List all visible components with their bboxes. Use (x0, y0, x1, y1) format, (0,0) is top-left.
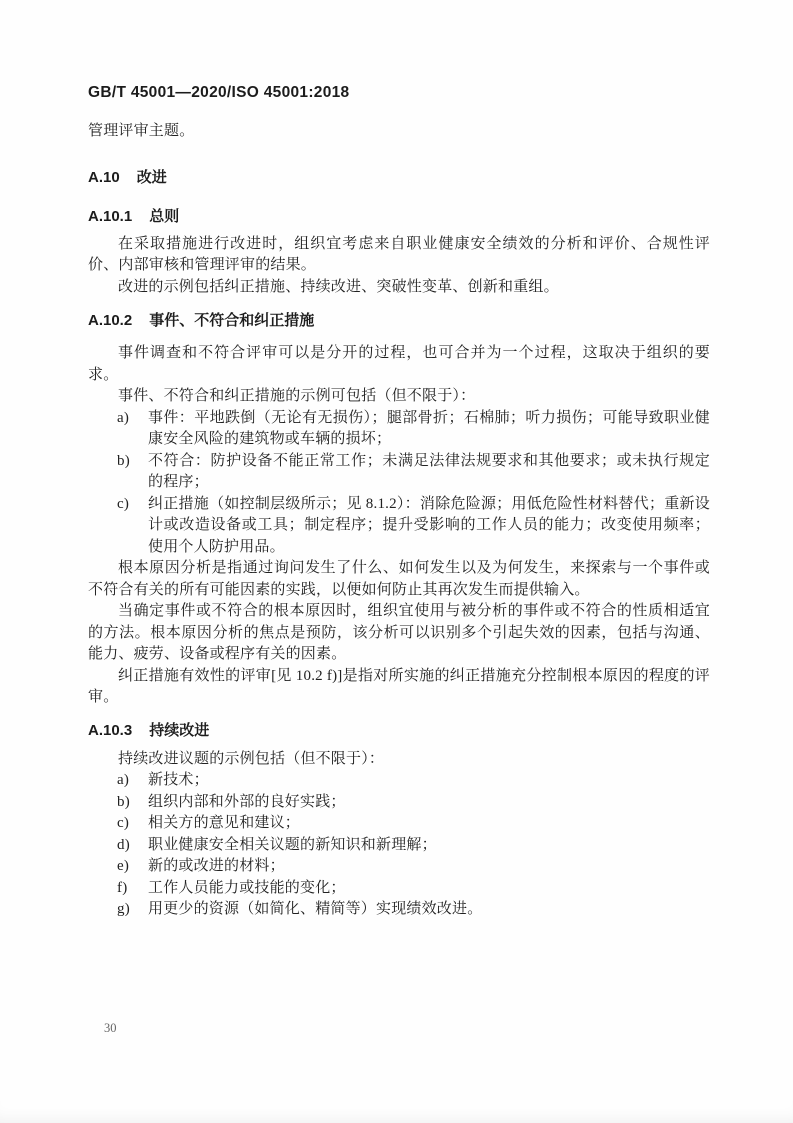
list-item-text: 纠正措施（如控制层级所示；见 8.1.2）：消除危险源；用低危险性材料替代；重新设计或改造设备或工具；制定程序；提升受影响的工作人员的能力；改变使用频率；使用个人防护用品。 (148, 495, 710, 555)
page-content (88, 84, 710, 921)
continual-improvement-list (88, 770, 710, 921)
section-title: 持续改进 (149, 721, 210, 739)
list-item-marker: c) (117, 815, 130, 831)
list-item (88, 792, 710, 814)
list-item-text: 新的或改进的材料； (148, 858, 285, 874)
continuation-paragraph: 管理评审主题。 (88, 123, 195, 139)
list-item (88, 856, 710, 878)
list-item-marker: e) (117, 858, 130, 874)
list-item-marker: b) (117, 793, 130, 810)
list-item-marker: f) (117, 879, 128, 896)
list-item-marker: a) (117, 772, 130, 788)
list-item (88, 770, 710, 792)
page-number: 30 (104, 1021, 117, 1035)
list-item (88, 813, 710, 835)
list-item-marker: d) (117, 836, 130, 853)
list-item (88, 408, 710, 451)
list-item-marker: b) (117, 452, 130, 469)
example-list (88, 408, 710, 559)
section-number: A.10.2 (88, 312, 133, 329)
document-header: GB/T 45001—2020/ISO 45001:2018 (88, 84, 350, 101)
section-title: 事件、不符合和纠正措施 (149, 312, 315, 329)
paragraph: 持续改进议题的示例包括（但不限于）： (118, 750, 385, 767)
list-item-text: 组织内部和外部的良好实践； (148, 793, 346, 810)
paragraph: 根本原因分析是指通过询问发生了什么、如何发生以及为何发生，来探索与一个事件或不符合有关的所有可能因素的实践，以便如何防止其再次发生而提供输入。 (88, 560, 710, 598)
section-heading-a10-2 (88, 309, 710, 330)
list-item-marker: a) (117, 409, 130, 426)
list-item-text: 相关方的意见和建议； (148, 815, 301, 831)
paragraph: 在采取措施进行改进时，组织宜考虑来自职业健康安全绩效的分析和评价、合规性评价、内部审核和管理评审的结果。 (88, 235, 710, 273)
list-item-marker: c) (117, 495, 130, 512)
list-item (88, 835, 710, 857)
section-heading-a10-3 (88, 719, 710, 740)
section-heading-a10-1 (88, 205, 710, 226)
list-item (88, 899, 710, 921)
paragraph: 事件调查和不符合评审可以是分开的过程，也可合并为一个过程，这取决于组织的要求。 (88, 345, 710, 383)
list-item-text: 不符合：防护设备不能正常工作；未满足法律法规要求和其他要求；或未执行规定的程序； (148, 452, 710, 490)
section-number: A.10.3 (88, 721, 133, 739)
list-item (88, 494, 710, 559)
paragraph: 事件、不符合和纠正措施的示例可包括（但不限于）： (118, 388, 476, 404)
section-heading-a10 (88, 166, 710, 187)
section-title: 总则 (149, 207, 180, 225)
section-number: A.10.1 (88, 207, 133, 225)
paragraph: 当确定事件或不符合的根本原因时，组织宜使用与被分析的事件或不符合的性质相适宜的方法。根本原因分析的焦点是预防，该分析可以识别多个引起失效的因素，包括与沟通、能力、疲劳、设备或程序有关的因素。 (88, 603, 710, 662)
list-item (88, 451, 710, 494)
list-item-text: 用更少的资源（如简化、精简等）实现绩效改进。 (148, 901, 483, 917)
section-number: A.10 (88, 168, 120, 186)
list-item-text: 事件：平地跌倒（无论有无损伤）；腿部骨折；石棉肺；听力损伤；可能导致职业健康安全风险的建筑物或车辆的损坏； (148, 409, 710, 447)
list-item-text: 职业健康安全相关议题的新知识和新理解； (148, 836, 437, 853)
list-item-text: 工作人员能力或技能的变化； (148, 879, 346, 896)
section-title: 改进 (136, 168, 167, 186)
list-item (88, 878, 710, 900)
paragraph: 纠正措施有效性的评审[见 10.2 f)]是指对所实施的纠正措施充分控制根本原因的程度的评审。 (88, 667, 710, 705)
list-item-marker: g) (117, 901, 130, 917)
paragraph: 改进的示例包括纠正措施、持续改进、突破性变革、创新和重组。 (118, 278, 559, 295)
list-item-text: 新技术； (148, 772, 209, 788)
